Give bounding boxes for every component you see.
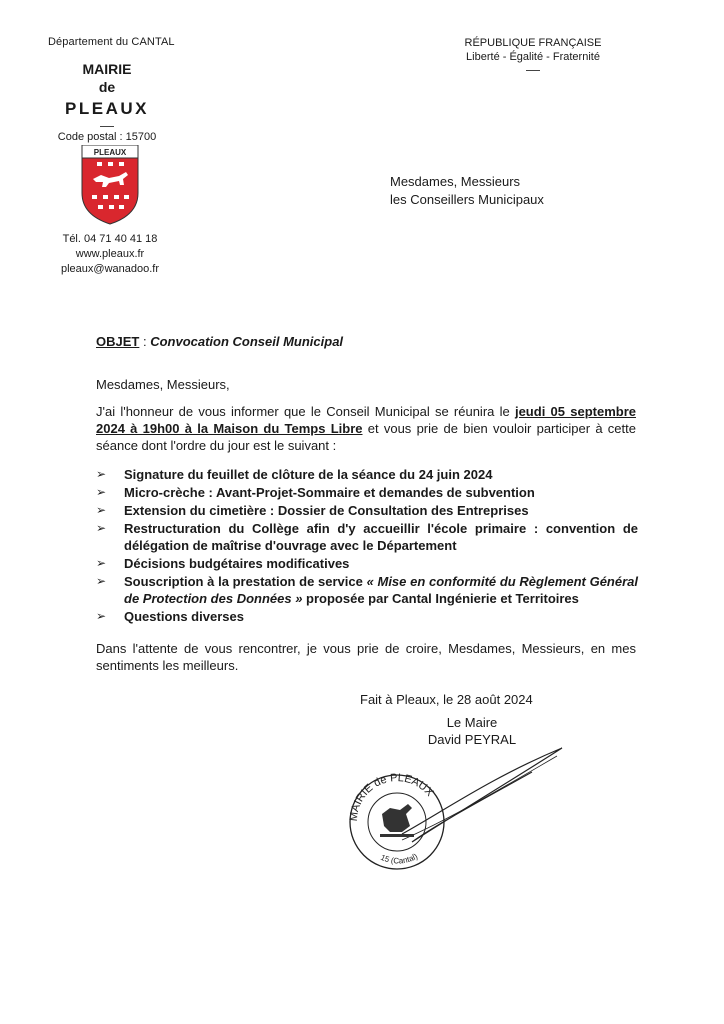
seal-text: MAIRIE de PLEAUX xyxy=(347,771,436,822)
svg-text:15 (Cantal) xyxy=(379,852,419,866)
website[interactable]: www.pleaux.fr xyxy=(75,248,145,260)
closing-paragraph: Dans l'attente de vous rencontrer, je vous prie de croire, Mesdames, Messieurs, en mes sentiments les meilleurs. xyxy=(96,641,636,673)
salutation: Mesdames, Messieurs, xyxy=(96,377,230,392)
agenda-item: ➢ Restructuration du Collège afin d'y accueillir l'école primaire : convention de délégation de maîtrise d'ouvrage avec le Département xyxy=(96,521,638,553)
agenda-item: ➢ Décisions budgétaires modificatives xyxy=(96,556,350,571)
department-name: Département du CANTAL xyxy=(48,36,175,48)
header-divider xyxy=(100,126,114,127)
republic-title: RÉPUBLIQUE FRANÇAISE xyxy=(464,37,602,49)
subject-value: Convocation Conseil Municipal xyxy=(150,334,344,349)
crest-label: PLEAUX xyxy=(93,148,127,157)
agenda-item-italic: « Mise en conformité du Règlement Général de Protection des Données » xyxy=(124,574,638,606)
email-address[interactable]: pleaux@wanadoo.fr xyxy=(60,263,159,275)
recipient-line-1: Mesdames, Messieurs xyxy=(390,174,521,189)
town-name: PLEAUX xyxy=(65,99,149,118)
subject-label: OBJET xyxy=(96,334,140,349)
arrow-bullet-icon: ➢ xyxy=(96,574,107,588)
place-date: Fait à Pleaux, le 28 août 2024 xyxy=(360,692,533,707)
mairie-title: MAIRIE xyxy=(82,61,132,77)
contact-block xyxy=(48,232,172,277)
republic-divider xyxy=(526,70,540,71)
phone-number: Tél. 04 71 40 41 18 xyxy=(62,233,158,245)
arrow-bullet-icon: ➢ xyxy=(96,503,107,517)
agenda-item: ➢ Signature du feuillet de clôture de la séance du 24 juin 2024 xyxy=(96,467,493,482)
arrow-bullet-icon: ➢ xyxy=(96,609,107,623)
mairie-block xyxy=(48,60,166,143)
subject-line xyxy=(96,334,343,349)
intro-paragraph xyxy=(96,403,636,454)
recipient-line-2: les Conseillers Municipaux xyxy=(390,192,544,207)
agenda-item: ➢ Souscription à la prestation de service « Mise en conformité du Règlement Général de Protection des Données » proposée par Cantal Ingénierie et Territoires xyxy=(96,574,638,606)
coat-of-arms-icon xyxy=(79,145,141,225)
arrow-bullet-icon: ➢ xyxy=(96,556,107,570)
arrow-bullet-icon: ➢ xyxy=(96,521,107,535)
seal-bottom-text: 15 (Cantal) xyxy=(379,851,420,866)
meeting-date-location: jeudi 05 septembre 2024 à 19h00 à la Maison du Temps Libre xyxy=(96,404,636,436)
recipients-block xyxy=(390,173,544,209)
republic-motto: Liberté - Égalité - Fraternité xyxy=(466,51,600,63)
intro-text-before: J'ai l'honneur de vous informer que le Conseil Municipal se réunira le xyxy=(96,404,515,419)
signer-title: Le Maire xyxy=(446,715,498,730)
intro-text-after: et vous prie de bien vouloir participer à cette séance dont l'ordre du jour est le suivant : xyxy=(96,421,636,453)
mairie-de: de xyxy=(98,79,116,95)
mayor-seal-and-signature xyxy=(342,742,572,892)
subject-separator: : xyxy=(139,334,151,349)
agenda-item: ➢ Extension du cimetière : Dossier de Consultation des Entreprises xyxy=(96,503,529,518)
postal-code: Code postal : 15700 xyxy=(57,131,157,143)
agenda-list xyxy=(96,466,638,626)
arrow-bullet-icon: ➢ xyxy=(96,485,107,499)
arrow-bullet-icon: ➢ xyxy=(96,467,107,481)
agenda-item: ➢ Micro-crèche : Avant-Projet-Sommaire et demandes de subvention xyxy=(96,485,535,500)
republic-block xyxy=(448,36,618,71)
agenda-item: ➢ Questions diverses xyxy=(96,609,244,624)
signer-name: David PEYRAL xyxy=(427,732,517,747)
